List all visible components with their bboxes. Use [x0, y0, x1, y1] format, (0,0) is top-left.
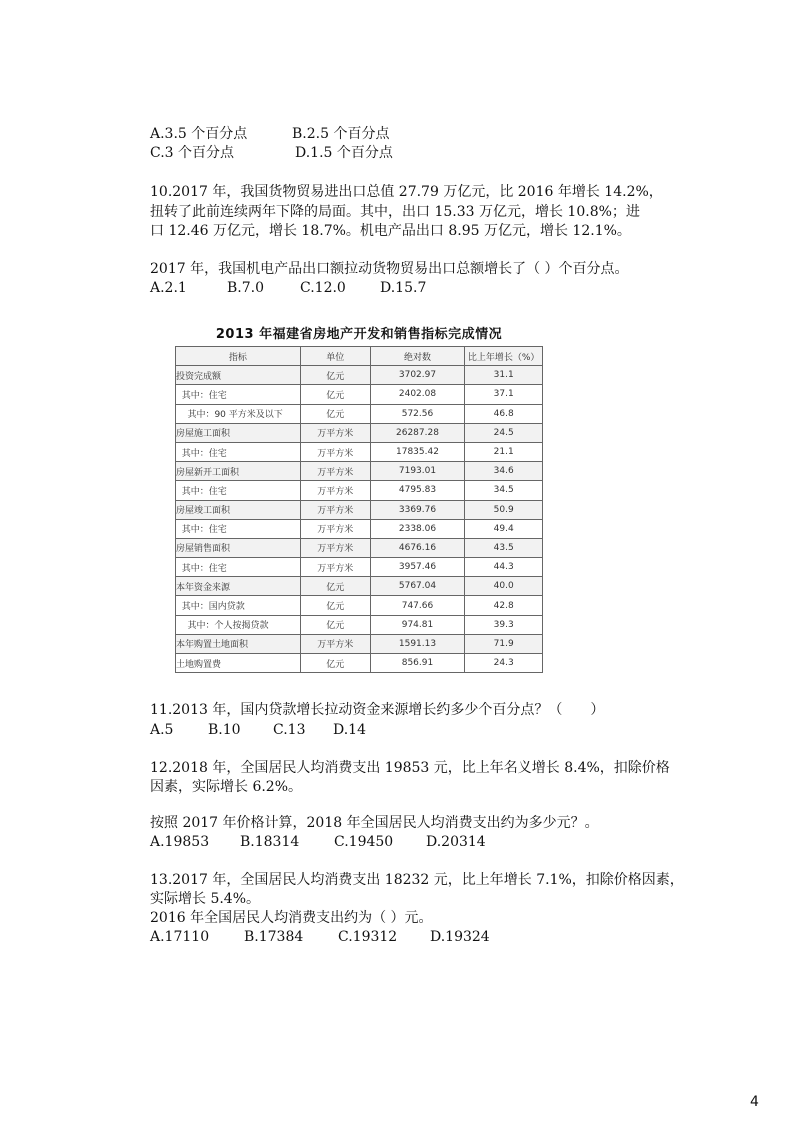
cell-unit: 万平方米 — [300, 442, 370, 461]
cell-indicator: 其中：住宅 — [176, 442, 301, 461]
cell-growth: 34.5 — [465, 481, 543, 500]
table-row — [176, 462, 543, 481]
table-header-row — [176, 347, 543, 366]
cell-unit: 亿元 — [300, 654, 370, 673]
q10-paragraph-line3: 口 12.46 万亿元，增长 18.7%。机电产品出口 8.95 万亿元，增长 12.1%。 — [150, 223, 631, 239]
cell-indicator: 本年购置土地面积 — [176, 634, 301, 653]
q12-paragraph-line2: 因素，实际增长 6.2%。 — [150, 779, 303, 795]
cell-absolute: 4795.83 — [370, 481, 465, 500]
cell-unit: 万平方米 — [300, 423, 370, 442]
table-row — [176, 500, 543, 519]
cell-unit: 万平方米 — [300, 481, 370, 500]
housing-data-table — [175, 346, 543, 673]
q11-option-a: A.5 — [150, 722, 174, 738]
q9-option-b: B.2.5 个百分点 — [292, 126, 390, 142]
cell-growth: 37.1 — [465, 385, 543, 404]
table-row — [176, 558, 543, 577]
q11-option-b: B.10 — [208, 722, 241, 738]
q13-paragraph-line2: 实际增长 5.4%。 — [150, 891, 261, 907]
cell-unit: 万平方米 — [300, 558, 370, 577]
cell-indicator: 本年资金来源 — [176, 577, 301, 596]
cell-absolute: 747.66 — [370, 596, 465, 615]
q10-options — [150, 279, 426, 297]
q13-option-b: B.17384 — [244, 929, 304, 945]
q10-option-d: D.15.7 — [380, 280, 427, 296]
housing-table-figure — [175, 322, 543, 680]
q10-paragraph-line2: 扭转了此前连续两年下降的局面。其中，出口 15.33 万亿元，增长 10.8%；进 — [150, 204, 640, 220]
cell-absolute: 2402.08 — [370, 385, 465, 404]
q12-question: 按照 2017 年价格计算，2018 年全国居民人均消费支出约为多少元？。 — [150, 815, 599, 831]
cell-indicator: 其中：住宅 — [176, 385, 301, 404]
q12-paragraph-line1: 12.2018 年，全国居民人均消费支出 19853 元，比上年名义增长 8.4%，扣除价格 — [150, 760, 670, 776]
table-row — [176, 385, 543, 404]
cell-growth: 24.5 — [465, 423, 543, 442]
cell-absolute: 1591.13 — [370, 634, 465, 653]
cell-indicator: 其中：住宅 — [176, 558, 301, 577]
cell-absolute: 572.56 — [370, 404, 465, 423]
cell-absolute: 856.91 — [370, 654, 465, 673]
cell-growth: 43.5 — [465, 538, 543, 557]
cell-unit: 亿元 — [300, 577, 370, 596]
q12-option-d: D.20314 — [426, 834, 486, 850]
cell-absolute: 974.81 — [370, 615, 465, 634]
cell-absolute: 17835.42 — [370, 442, 465, 461]
cell-indicator: 房屋新开工面积 — [176, 462, 301, 481]
table-title: 2013 年福建省房地产开发和销售指标完成情况 — [215, 327, 503, 342]
cell-absolute: 2338.06 — [370, 519, 465, 538]
q10-option-c: C.12.0 — [300, 280, 346, 296]
q11-question: 11.2013 年，国内贷款增长拉动资金来源增长约多少个百分点？（ ） — [150, 702, 605, 718]
cell-indicator: 其中：国内贷款 — [176, 596, 301, 615]
cell-growth: 71.9 — [465, 634, 543, 653]
cell-absolute: 3369.76 — [370, 500, 465, 519]
cell-growth: 49.4 — [465, 519, 543, 538]
q9-options-row2 — [150, 144, 393, 162]
table-row — [176, 404, 543, 423]
q9-option-c: C.3 个百分点 — [150, 145, 235, 161]
table-row — [176, 654, 543, 673]
cell-growth: 42.8 — [465, 596, 543, 615]
header-indicator: 指标 — [176, 347, 301, 366]
q10-option-b: B.7.0 — [227, 280, 265, 296]
cell-absolute: 3702.97 — [370, 366, 465, 385]
cell-growth: 39.3 — [465, 615, 543, 634]
table-row — [176, 442, 543, 461]
cell-indicator: 其中：90 平方米及以下 — [176, 404, 301, 423]
cell-growth: 46.8 — [465, 404, 543, 423]
table-row — [176, 634, 543, 653]
cell-indicator: 投资完成额 — [176, 366, 301, 385]
table-row — [176, 577, 543, 596]
cell-unit: 亿元 — [300, 404, 370, 423]
q9-options-row1 — [150, 125, 389, 143]
table-row — [176, 615, 543, 634]
table-row — [176, 519, 543, 538]
cell-growth: 21.1 — [465, 442, 543, 461]
q10-option-a: A.2.1 — [150, 280, 187, 296]
q9-option-a: A.3.5 个百分点 — [150, 126, 248, 142]
header-absolute: 绝对数 — [370, 347, 465, 366]
cell-indicator: 其中：住宅 — [176, 519, 301, 538]
cell-unit: 亿元 — [300, 615, 370, 634]
header-growth: 比上年增长（%） — [465, 347, 543, 366]
cell-growth: 31.1 — [465, 366, 543, 385]
q12-option-a: A.19853 — [150, 834, 210, 850]
cell-absolute: 4676.16 — [370, 538, 465, 557]
cell-indicator: 其中：个人按揭贷款 — [176, 615, 301, 634]
table-row — [176, 538, 543, 557]
cell-growth: 44.3 — [465, 558, 543, 577]
q13-question: 2016 年全国居民人均消费支出约为（ ）元。 — [150, 910, 433, 926]
cell-unit: 亿元 — [300, 596, 370, 615]
cell-unit: 万平方米 — [300, 500, 370, 519]
cell-indicator: 房屋施工面积 — [176, 423, 301, 442]
cell-absolute: 5767.04 — [370, 577, 465, 596]
cell-unit: 亿元 — [300, 385, 370, 404]
cell-absolute: 7193.01 — [370, 462, 465, 481]
cell-indicator: 土地购置费 — [176, 654, 301, 673]
q9-option-d: D.1.5 个百分点 — [295, 145, 393, 161]
table-row — [176, 423, 543, 442]
page-number: 4 — [750, 1094, 759, 1110]
cell-indicator: 其中：住宅 — [176, 481, 301, 500]
cell-unit: 万平方米 — [300, 634, 370, 653]
q11-option-d: D.14 — [333, 722, 366, 738]
q10-question: 2017 年，我国机电产品出口额拉动货物贸易出口总额增长了（ ）个百分点。 — [150, 261, 629, 277]
q12-option-b: B.18314 — [240, 834, 300, 850]
cell-growth: 40.0 — [465, 577, 543, 596]
q13-option-a: A.17110 — [150, 929, 210, 945]
table-row — [176, 366, 543, 385]
q13-option-c: C.19312 — [338, 929, 398, 945]
cell-unit: 亿元 — [300, 366, 370, 385]
header-unit: 单位 — [300, 347, 370, 366]
q12-options — [150, 833, 486, 851]
cell-unit: 万平方米 — [300, 462, 370, 481]
q13-paragraph-line1: 13.2017 年，全国居民人均消费支出 18232 元，比上年增长 7.1%，扣除价格因素， — [150, 872, 684, 888]
q11-option-c: C.13 — [273, 722, 306, 738]
cell-unit: 万平方米 — [300, 519, 370, 538]
cell-growth: 34.6 — [465, 462, 543, 481]
cell-indicator: 房屋竣工面积 — [176, 500, 301, 519]
table-row — [176, 596, 543, 615]
cell-absolute: 26287.28 — [370, 423, 465, 442]
cell-indicator: 房屋销售面积 — [176, 538, 301, 557]
q12-option-c: C.19450 — [334, 834, 394, 850]
cell-growth: 50.9 — [465, 500, 543, 519]
q10-paragraph-line1: 10.2017 年，我国货物贸易进出口总值 27.79 万亿元，比 2016 年增长 14.2%， — [150, 184, 663, 200]
q11-options — [150, 721, 366, 739]
cell-absolute: 3957.46 — [370, 558, 465, 577]
q13-option-d: D.19324 — [430, 929, 490, 945]
q13-options — [150, 928, 490, 946]
table-row — [176, 481, 543, 500]
cell-growth: 24.3 — [465, 654, 543, 673]
cell-unit: 万平方米 — [300, 538, 370, 557]
